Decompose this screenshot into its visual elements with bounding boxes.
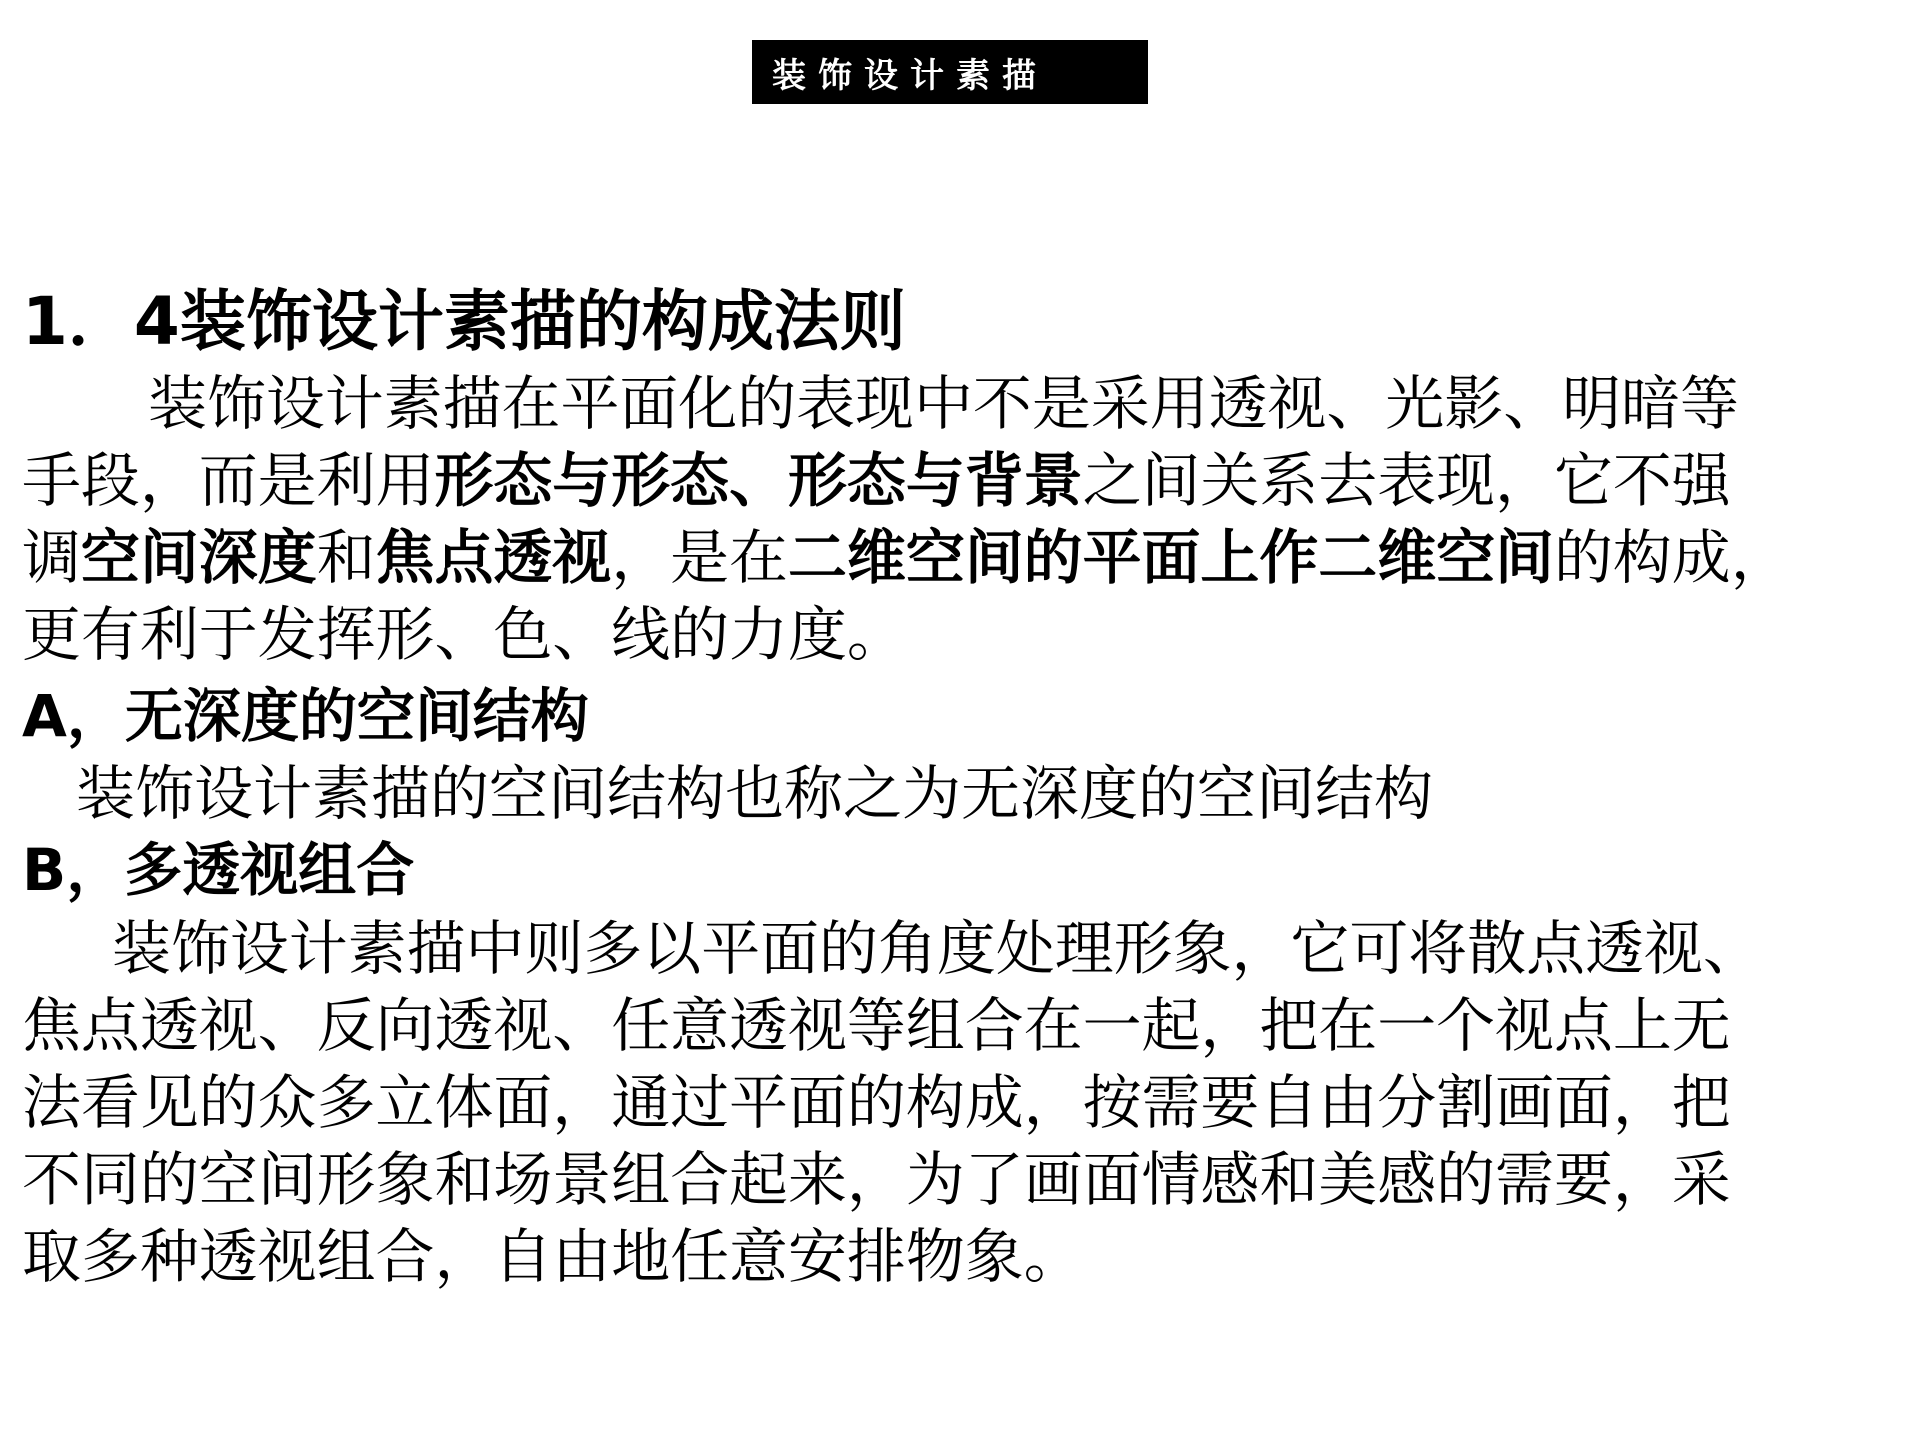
part-b-line-1: 装饰设计素描中则多以平面的角度处理形象，它可将散点透视、 (112, 914, 1762, 983)
subheading-b: B，多透视组合 (22, 836, 415, 904)
emphasis-text: 形态与背景 (787, 446, 1083, 515)
emphasis-text: 二维空间的平面上作二维空间 (787, 523, 1554, 592)
part-b-line-4: 不同的空间形象和场景组合起来，为了画面情感和美感的需要，采 (22, 1145, 1731, 1214)
intro-text: 的构成， (1553, 523, 1790, 592)
intro-text: ，是在 (611, 523, 788, 592)
intro-line-4: 更有利于发挥形、色、线的力度。 (22, 600, 906, 669)
intro-text: 之间关系去表现，它不强 (1082, 446, 1731, 515)
emphasis-text: 空间深度 (80, 523, 317, 592)
part-a-text: 装饰设计素描的空间结构也称之为无深度的空间结构 (76, 759, 1434, 828)
intro-line-3 (22, 519, 1902, 596)
emphasis-text: 、 (729, 446, 788, 515)
section-heading: 1．4装饰设计素描的构成法则 (22, 283, 906, 360)
intro-text: 调 (22, 523, 81, 592)
intro-paragraph (22, 365, 1902, 673)
slide-title-banner (752, 40, 1148, 104)
intro-text: 和 (316, 523, 376, 592)
part-b-line-2: 焦点透视、反向透视、任意透视等组合在一起，把在一个视点上无 (22, 991, 1731, 1060)
part-b-line-5: 取多种透视组合，自由地任意安排物象。 (22, 1222, 1083, 1291)
intro-line-2 (22, 442, 1902, 519)
subheading-a: A，无深度的空间结构 (22, 682, 589, 750)
slide-title: 装饰设计素描 (772, 55, 1048, 96)
emphasis-text: 形态与形态 (434, 446, 730, 515)
part-b-line-3: 法看见的众多立体面，通过平面的构成，按需要自由分割画面，把 (22, 1068, 1731, 1137)
intro-line-1: 装饰设计素描在平面化的表现中不是采用透视、光影、明暗等 (148, 369, 1739, 438)
emphasis-text: 焦点透视 (375, 523, 612, 592)
intro-text: 手段，而是利用 (22, 446, 435, 515)
part-b-paragraph (22, 910, 1902, 1295)
